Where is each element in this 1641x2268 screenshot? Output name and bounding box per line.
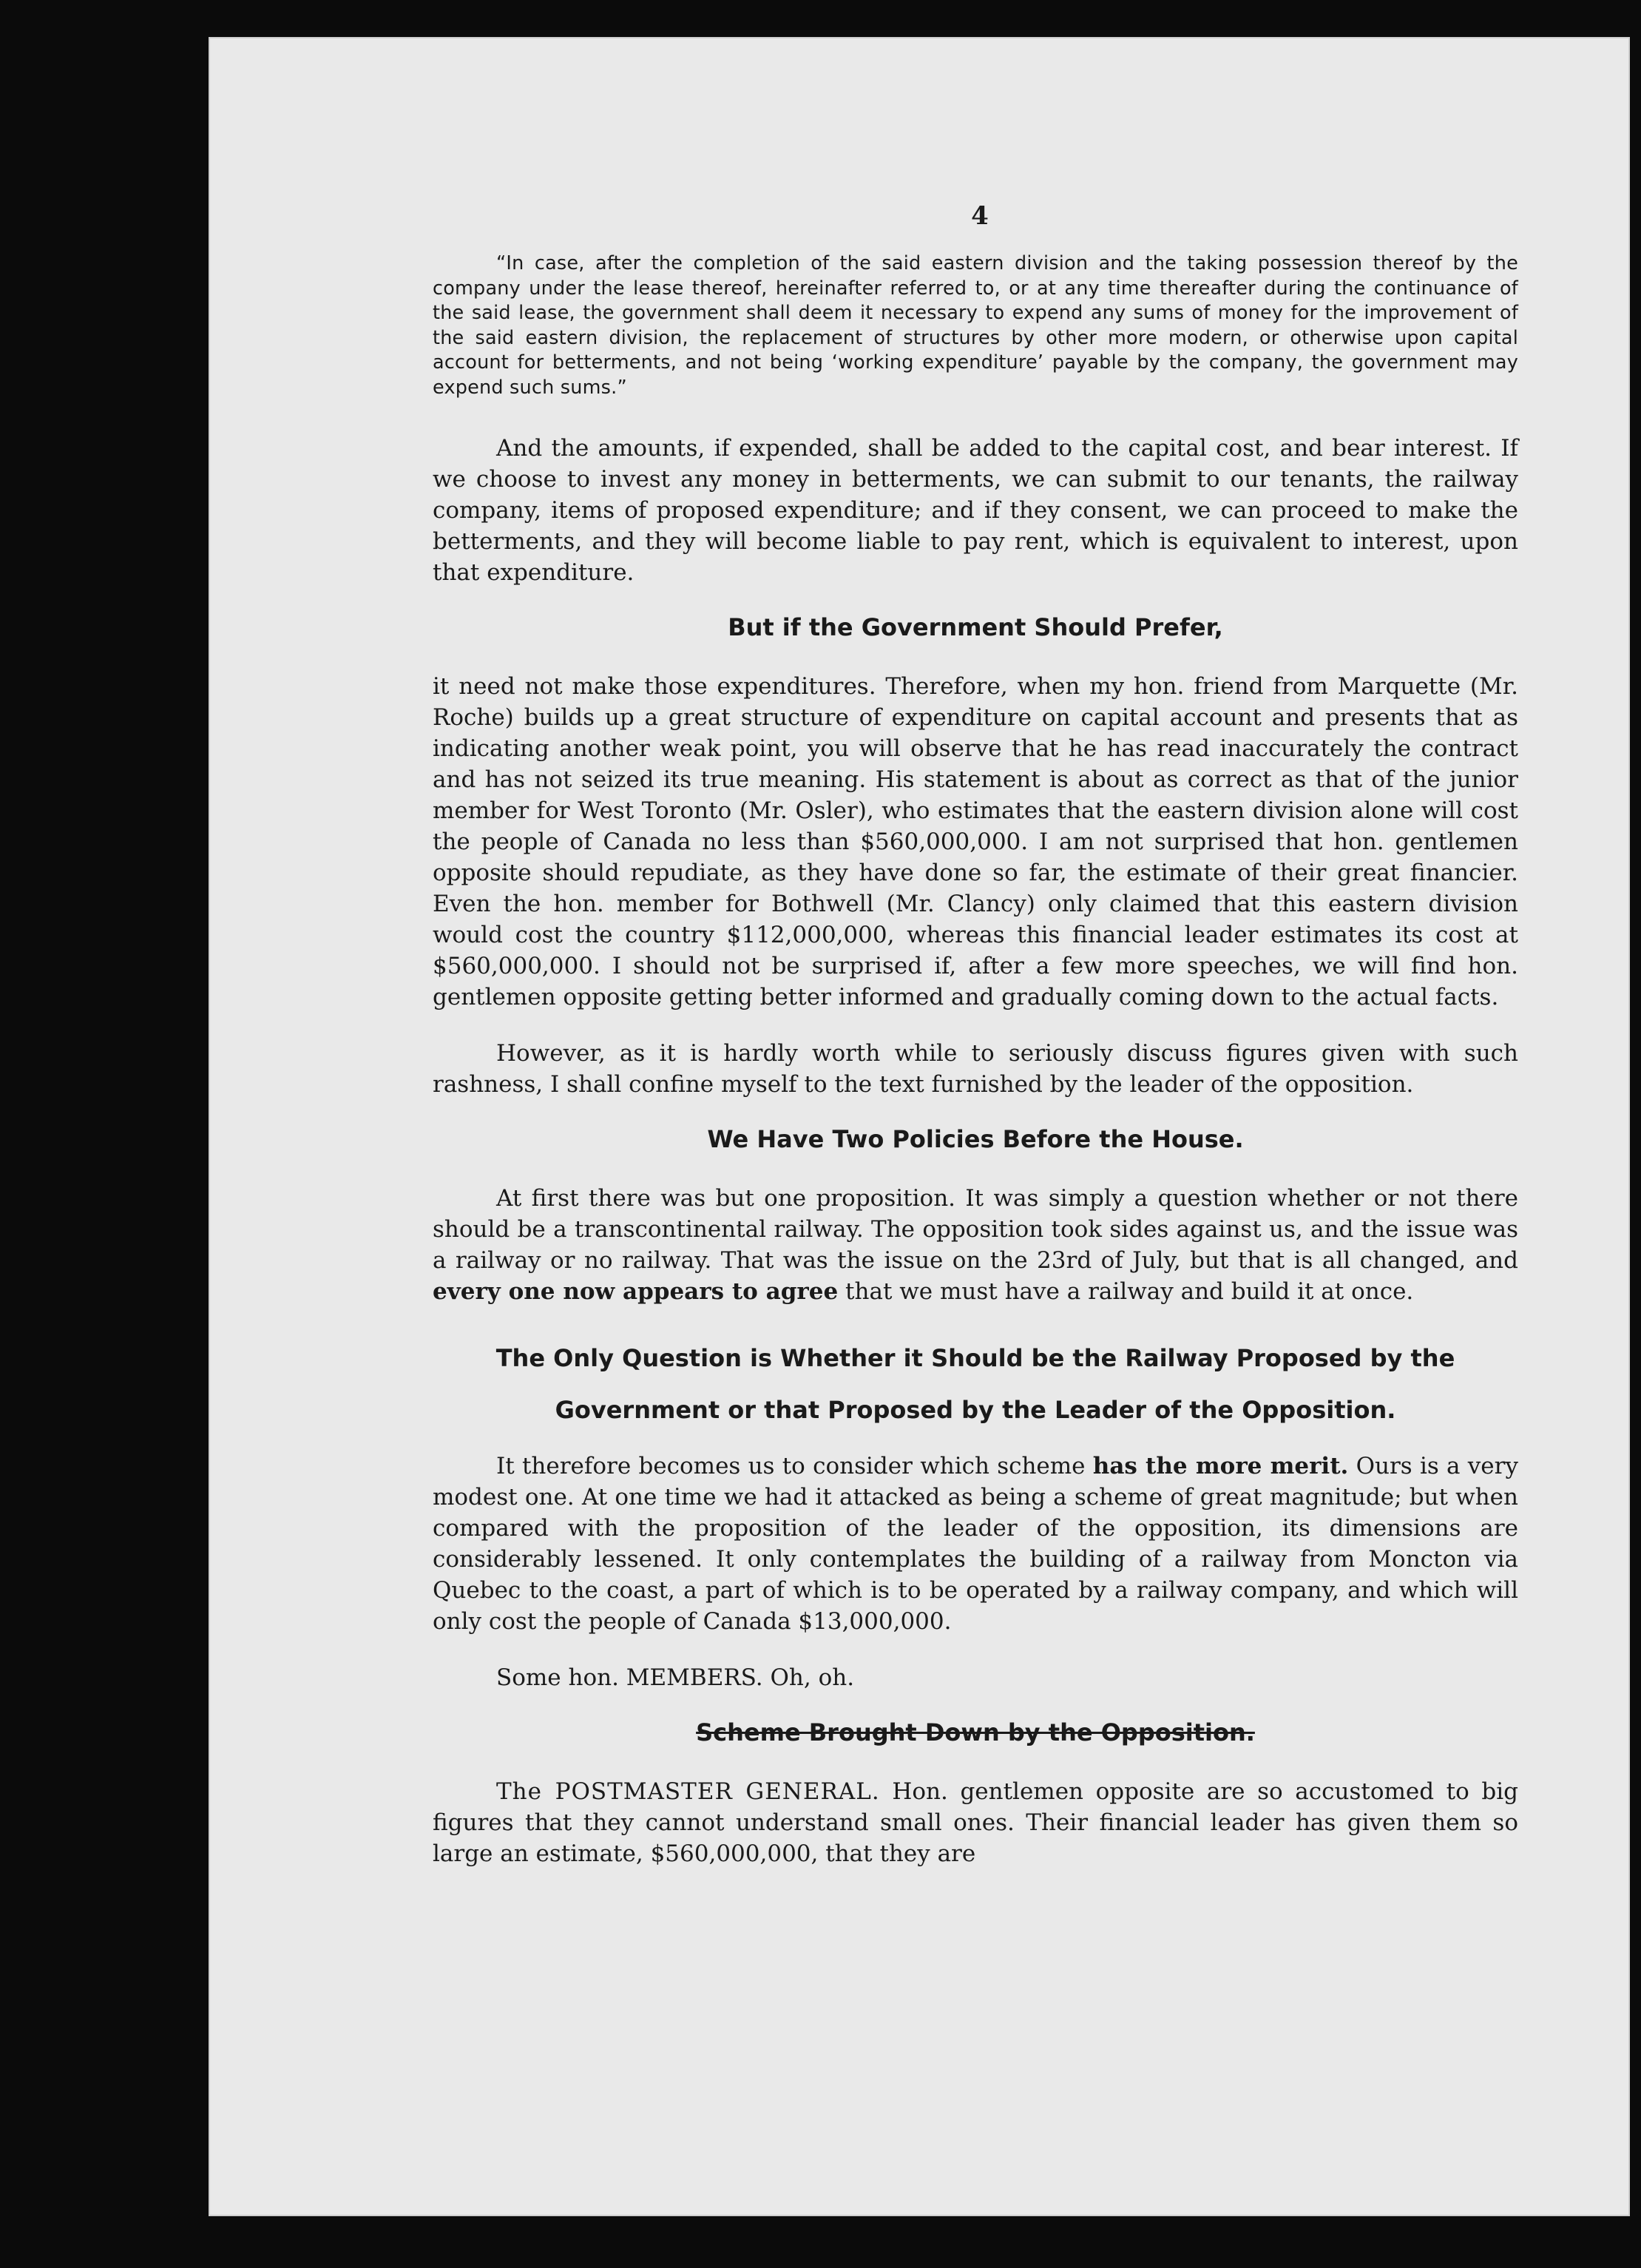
paragraph-postmaster: [433, 1776, 1518, 1869]
page-number: 4: [971, 201, 989, 231]
paragraph-scheme-merit-end: Ours is a very modest one. At one time we had it attacked as being a scheme of great magnitude; but when compared with the proposition of the leader of the opposition, its dimensions are considerably lessened. It only contemplates the building of a railway from Moncton via Quebec to the coast, a part of which is to be operated by a railway company, and which will only cost the people of Canada $13,000,000.: [433, 1453, 1518, 1635]
paragraph-proposition: [433, 1183, 1518, 1307]
paragraph-scheme-merit-text: It therefore becomes us to consider which scheme: [496, 1453, 1093, 1479]
heading-two-policies: We Have Two Policies Before the House.: [707, 1125, 1244, 1153]
paragraph-expenditures: it need not make those expenditures. Therefore, when my hon. friend from Marquette (Mr. Roche) builds up a great structure of expenditure on capital account and presents that as indicating another weak point, you will observe that he has read inaccurately the contract and has not seized its true meaning. His statement is about as correct as that of the junior member for West Toronto (Mr. Osler), who estimates that the eastern division alone will cost the people of Canada no less than $560,000,000. I am not surprised that hon. gentlemen opposite should repudiate, as they have done so far, the estimate of their great financier. Even the hon. member for Bothwell (Mr. Clancy) only claimed that this eastern division would cost the country $112,000,000, whereas this financial leader estimates its cost at $560,000,000. I should not be surprised if, after a few more speeches, we will find hon. gentlemen opposite getting better informed and gradually coming down to the actual facts.: [433, 673, 1518, 1010]
speaker-name: The POSTMASTER GENERAL.: [496, 1778, 880, 1805]
heading-only-question-line2: Government or that Proposed by the Leader of the Opposition.: [555, 1396, 1396, 1424]
heading-only-question: [433, 1332, 1518, 1436]
paragraph-postmaster-text: Hon. gentlemen opposite are so accustomed to big figures that they cannot understand small ones. Their financial leader has given them so large an estimate, $560,000,000, that they are: [433, 1778, 1518, 1867]
page-content: [433, 252, 1518, 1894]
contract-quote: “In case, after the completion of the said eastern division and the taking possession thereof by the company under the lease thereof, hereinafter referred to, or at any time thereafter during the continuance of the said lease, the government shall deem it necessary to expend any sums of money for the improvement of the said eastern division, the replacement of structures by other more modern, or otherwise upon capital account for betterments, and not being ‘working expenditure’ payable by the company, the government may expend such sums.”: [433, 252, 1518, 399]
paragraph-proposition-text: At first there was but one proposition. It was simply a question whether or not there should be a transcontinental railway. The opposition took sides against us, and the issue was a railway or no railway. That was the issue on the 23rd of July, but that is all changed, and: [433, 1185, 1518, 1274]
heading-government-prefer: But if the Government Should Prefer,: [728, 613, 1223, 641]
paragraph-members-interjection: Some hon. MEMBERS. Oh, oh.: [496, 1664, 855, 1691]
paragraph-proposition-end: that we must have a railway and build it at once.: [838, 1278, 1414, 1305]
heading-only-question-line1: The Only Question is Whether it Should be the Railway Proposed by the: [495, 1344, 1455, 1372]
paragraph-scheme-merit-emphasis: has the more merit.: [1092, 1453, 1349, 1479]
paragraph-rashness: However, as it is hardly worth while to seriously discuss figures given with such rashness, I shall confine myself to the text furnished by the leader of the opposition.: [433, 1040, 1518, 1098]
heading-scheme-opposition: Scheme Brought Down by the Opposition.: [696, 1718, 1255, 1746]
paragraph-proposition-emphasis: every one now appears to agree: [433, 1278, 839, 1305]
paragraph-scheme-merit: [433, 1451, 1518, 1637]
paragraph-amounts: And the amounts, if expended, shall be added to the capital cost, and bear interest. If we choose to invest any money in betterments, we can submit to our tenants, the railway company, items of proposed expenditure; and if they consent, we can proceed to make the betterments, and they will become liable to pay rent, which is equivalent to interest, upon that expenditure.: [433, 435, 1518, 586]
